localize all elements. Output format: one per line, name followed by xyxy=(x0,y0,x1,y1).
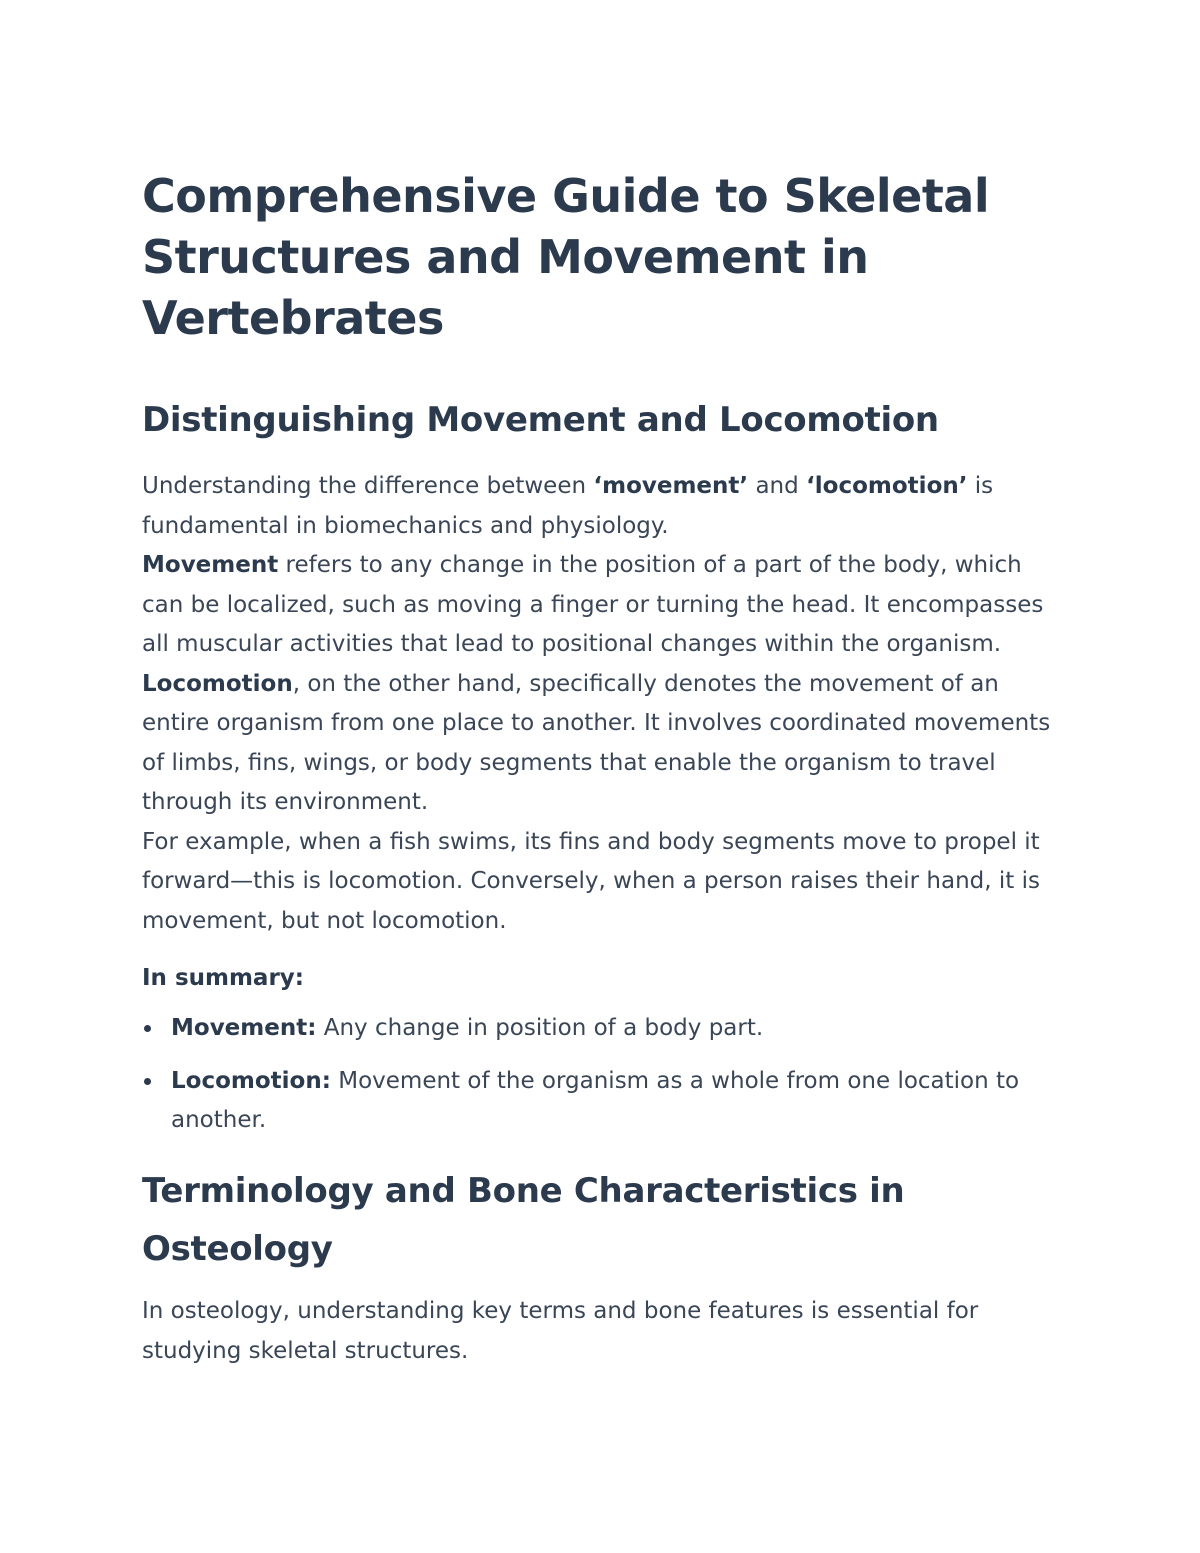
movement-term: Movement xyxy=(142,552,279,578)
bullet-icon xyxy=(144,1078,151,1085)
list-item xyxy=(142,1062,1062,1140)
intro-text-d: is fundamental in biomechanics and physiology. xyxy=(142,473,994,539)
summary-term: Movement: xyxy=(171,1015,317,1041)
intro-text-c: and xyxy=(748,473,807,499)
list-item xyxy=(142,1009,1062,1048)
intro-term-movement: ‘movement’ xyxy=(593,473,749,499)
locomotion-definition: , on the other hand, specifically denotes the movement of an entire organism from one place to another. It involves coordinated movements of limbs, fins, wings, or body segments that enable the organism to travel through its environment. xyxy=(142,670,1051,815)
intro-paragraph xyxy=(142,467,1062,546)
movement-definition: refers to any change in the position of a part of the body, which can be localized, such as moving a finger or turning the head. It encompasses all muscular activities that lead to positional changes within the organism. xyxy=(142,552,1044,657)
section-heading-osteology: Terminology and Bone Characteristics in Osteology xyxy=(142,1171,905,1269)
example-paragraph: For example, when a fish swims, its fins and body segments move to propel it forward—this is locomotion. Conversely, when a person raises their hand, it is movement, but not locomotion. xyxy=(142,828,1040,934)
section-heading-movement-locomotion: Distinguishing Movement and Locomotion xyxy=(142,400,939,440)
document-page xyxy=(142,166,1062,1394)
locomotion-paragraph xyxy=(142,665,1062,823)
summary-text: Movement of the organism as a whole from one location to another. xyxy=(171,1068,1020,1133)
intro-text-a: Understanding the difference between xyxy=(142,473,594,499)
locomotion-term: Locomotion xyxy=(142,670,293,697)
section-body-movement-locomotion xyxy=(142,467,1062,941)
summary-label: In summary: xyxy=(142,965,304,991)
summary-term: Locomotion: xyxy=(171,1068,331,1094)
summary-text: Any change in position of a body part. xyxy=(316,1015,764,1041)
summary-list xyxy=(142,1009,1062,1140)
bullet-icon xyxy=(144,1025,151,1032)
osteology-intro-paragraph: In osteology, understanding key terms and bone features is essential for studying skeletal structures. xyxy=(142,1298,979,1364)
movement-paragraph xyxy=(142,546,1062,665)
intro-term-locomotion: ‘locomotion’ xyxy=(806,473,968,499)
document-title: Comprehensive Guide to Skeletal Structures and Movement in Vertebrates xyxy=(142,169,990,345)
